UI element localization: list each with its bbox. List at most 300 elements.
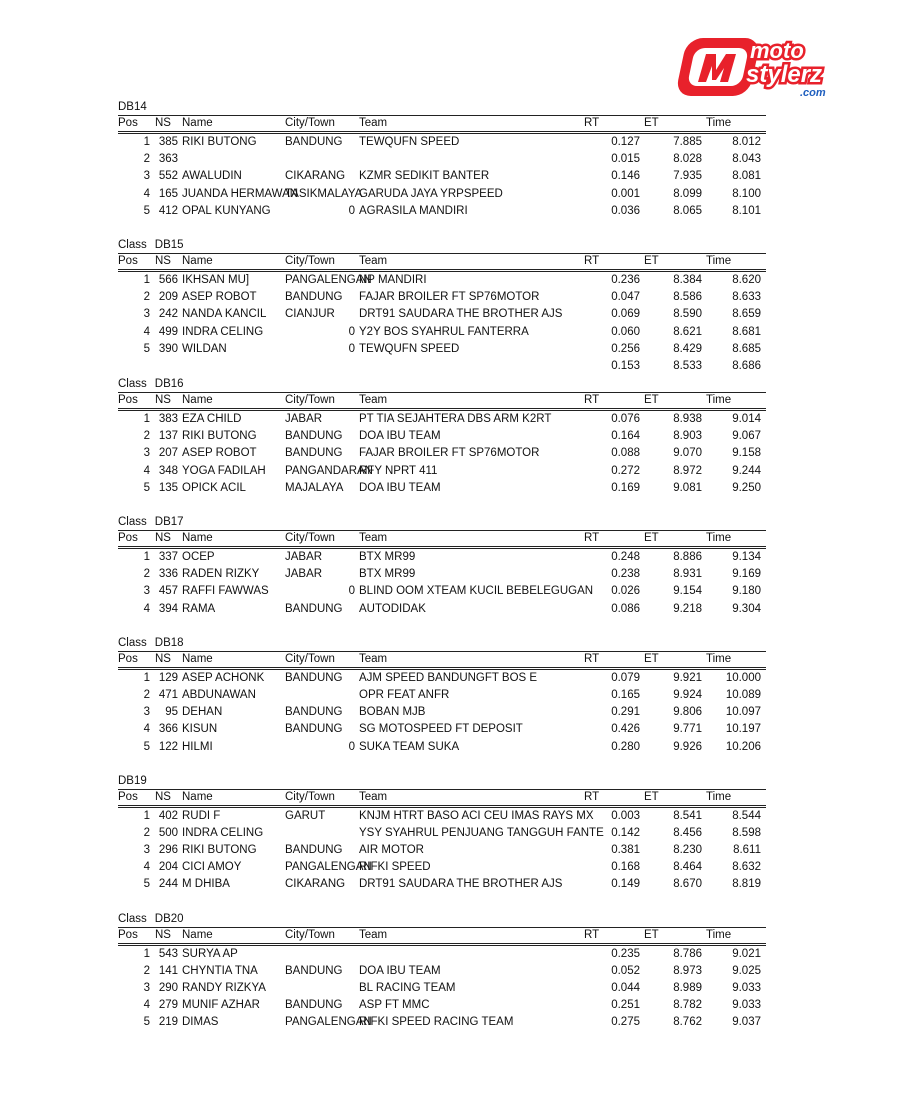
- header-ns: NS: [155, 254, 171, 267]
- cell-ns: 135: [158, 481, 178, 494]
- header-name: Name: [182, 394, 213, 407]
- class-section-db19: [118, 772, 766, 894]
- cell-rt: 0.079: [611, 671, 640, 684]
- cell-name: AWALUDIN: [182, 170, 242, 183]
- cell-city: CIANJUR: [285, 308, 335, 321]
- cell-pos: 3: [143, 706, 150, 719]
- cell-team: BOBAN MJB: [359, 706, 426, 719]
- cell-team: SG MOTOSPEED FT DEPOSIT: [359, 723, 523, 736]
- cell-ns: 141: [158, 964, 178, 977]
- header-et: ET: [644, 117, 659, 129]
- cell-pos: 3: [143, 585, 150, 598]
- header-rt: RT: [584, 652, 600, 665]
- cell-ns: 242: [158, 308, 178, 321]
- header-rt: RT: [584, 254, 600, 267]
- cell-team: KNJM HTRT BASO ACI CEU IMAS RAYS MX: [359, 809, 594, 822]
- cell-time: 8.544: [732, 809, 761, 822]
- cell-city: PANGALENGAN: [285, 1016, 372, 1029]
- cell-et: 8.429: [673, 342, 702, 355]
- cell-time: 8.101: [732, 204, 761, 217]
- cell-time: 9.250: [732, 481, 761, 494]
- cell-team: AIR MOTOR: [359, 844, 424, 857]
- cell-pos: 1: [143, 413, 150, 426]
- table-row: [118, 842, 766, 859]
- class-label: Class: [118, 636, 147, 649]
- table-row: [118, 272, 766, 289]
- cell-city: PANGANDARAN: [285, 464, 373, 477]
- section-spacer: [118, 894, 766, 910]
- cell-rt: 0.168: [611, 861, 640, 874]
- class-name: DB15: [154, 238, 184, 251]
- cell-name: HILMI: [182, 740, 213, 753]
- table-row: [118, 549, 766, 566]
- header-et: ET: [644, 928, 659, 941]
- cell-rt: 0.426: [611, 723, 640, 736]
- cell-pos: 1: [143, 136, 150, 148]
- cell-et: 8.384: [673, 273, 702, 286]
- cell-name: RUDI F: [182, 809, 221, 822]
- cell-team: ASP FT MMC: [359, 999, 430, 1012]
- cell-city: BANDUNG: [285, 136, 343, 148]
- cell-ns: 500: [158, 826, 178, 839]
- cell-time: 9.180: [732, 585, 761, 598]
- cell-name: SURYA AP: [182, 947, 238, 960]
- cell-team: BTX MR99: [359, 568, 416, 581]
- cell-ns: 209: [158, 291, 178, 304]
- cell-time: 9.014: [732, 413, 761, 426]
- cell-pos: 1: [143, 273, 150, 286]
- cell-city: BANDUNG: [285, 291, 343, 304]
- class-name: DB14: [118, 101, 147, 113]
- cell-name: NANDA KANCIL: [182, 308, 267, 321]
- cell-team: RIFKI SPEED RACING TEAM: [359, 1016, 514, 1029]
- cell-ns: 390: [158, 342, 178, 355]
- cell-pos: 3: [143, 844, 150, 857]
- cell-rt: 0.165: [611, 688, 640, 701]
- cell-team: RIFKI SPEED: [359, 861, 431, 874]
- cell-rt: 0.236: [611, 273, 640, 286]
- cell-ns: 402: [158, 809, 178, 822]
- header-name: Name: [182, 928, 213, 941]
- cell-ns: 204: [158, 861, 178, 874]
- motostylerz-logo: [676, 34, 854, 100]
- table-header: [118, 392, 766, 411]
- cell-name: INDRA CELING: [182, 325, 264, 338]
- cell-ns: 296: [158, 844, 178, 857]
- cell-rt: 0.275: [611, 1016, 640, 1029]
- cell-pos: 5: [143, 481, 150, 494]
- cell-team: SUKA TEAM SUKA: [359, 740, 460, 753]
- cell-et: 8.456: [673, 826, 702, 839]
- header-ns: NS: [155, 532, 171, 544]
- cell-name: RANDY RIZKYA: [182, 982, 266, 994]
- cell-team: AGRASILA MANDIRI: [359, 204, 468, 217]
- cell-time: 8.632: [732, 861, 761, 874]
- cell-et: 8.590: [673, 308, 702, 321]
- cell-ns: 471: [158, 688, 178, 701]
- cell-pos: 2: [143, 430, 150, 443]
- cell-time: 9.169: [732, 568, 761, 581]
- cell-pos: 4: [143, 464, 150, 477]
- cell-et: 8.782: [673, 999, 702, 1012]
- cell-et: 9.921: [673, 671, 702, 684]
- cell-team: KZMR SEDIKIT BANTER: [359, 170, 490, 183]
- header-name: Name: [182, 532, 213, 544]
- cell-team: PT TIA SEJAHTERA DBS ARM K2RT: [359, 413, 552, 426]
- header-team: Team: [359, 117, 388, 129]
- class-section-db18: [118, 634, 766, 756]
- cell-et: 9.154: [673, 585, 702, 598]
- cell-time: 8.611: [733, 844, 761, 857]
- cell-time: 9.021: [732, 947, 761, 960]
- class-section-db20: [118, 910, 766, 1032]
- cell-team: AJM SPEED BANDUNGFT BOS E: [359, 671, 538, 684]
- table-header: [118, 115, 766, 134]
- cell-time: 8.686: [732, 359, 761, 372]
- cell-et: 7.935: [673, 170, 702, 183]
- table-row: [118, 203, 766, 220]
- cell-name: CHYNTIA TNA: [182, 964, 258, 977]
- header-et: ET: [644, 394, 659, 407]
- cell-pos: 3: [143, 982, 150, 994]
- cell-city: BANDUNG: [285, 447, 343, 460]
- header-team: Team: [359, 532, 388, 544]
- cell-rt: 0.069: [611, 308, 640, 321]
- cell-rt: 0.251: [611, 999, 640, 1012]
- table-header: [118, 253, 766, 272]
- table-row: [118, 324, 766, 341]
- table-row: [118, 997, 766, 1014]
- table-row: [118, 428, 766, 445]
- class-title: [118, 375, 766, 392]
- cell-city: MAJALAYA: [285, 481, 344, 494]
- cell-name: M DHIBA: [182, 878, 230, 891]
- cell-team: AUTODIDAK: [359, 602, 426, 615]
- table-row: [118, 306, 766, 323]
- cell-et: 8.972: [673, 464, 702, 477]
- cell-time: 8.681: [732, 325, 761, 338]
- svg-text:moto: moto: [750, 38, 804, 63]
- cell-pos: 2: [143, 964, 150, 977]
- cell-rt: 0.146: [611, 170, 640, 183]
- cell-rt: 0.088: [611, 447, 640, 460]
- table-row: [118, 808, 766, 825]
- cell-city: JABAR: [285, 413, 323, 426]
- cell-ns: 95: [165, 706, 178, 719]
- class-title: [118, 98, 766, 115]
- cell-rt: 0.291: [611, 706, 640, 719]
- cell-pos: 3: [143, 447, 150, 460]
- class-name: DB20: [154, 912, 184, 925]
- cell-rt: 0.076: [611, 413, 640, 426]
- cell-team: DOA IBU TEAM: [359, 964, 441, 977]
- cell-rt: 0.142: [611, 826, 640, 839]
- cell-pos: 4: [143, 602, 150, 615]
- header-team: Team: [359, 652, 388, 665]
- cell-rt: 0.086: [611, 602, 640, 615]
- results-document: [118, 98, 766, 1032]
- table-row: [118, 480, 766, 497]
- cell-et: 8.464: [673, 861, 702, 874]
- cell-pos: 2: [143, 826, 150, 839]
- cell-et: 8.886: [673, 551, 702, 563]
- cell-time: 10.197: [725, 723, 761, 736]
- cell-ns: 499: [158, 325, 178, 338]
- cell-pos: 1: [143, 947, 150, 960]
- cell-rt: 0.153: [611, 359, 640, 372]
- header-name: Name: [182, 790, 213, 803]
- header-team: Team: [359, 928, 388, 941]
- cell-name: YOGA FADILAH: [182, 464, 266, 477]
- header-name: Name: [182, 652, 213, 665]
- header-city: City/Town: [285, 790, 335, 803]
- class-title: [118, 513, 766, 530]
- cell-name: OPICK ACIL: [182, 481, 246, 494]
- table-row: [118, 134, 766, 151]
- header-pos: Pos: [118, 394, 138, 407]
- table-row: [118, 859, 766, 876]
- table-row: [118, 358, 766, 375]
- cell-ns: 122: [158, 740, 178, 753]
- cell-name: RAFFI FAWWAS: [182, 585, 269, 598]
- cell-team: FAJAR BROILER FT SP76MOTOR: [359, 447, 540, 460]
- header-time: Time: [706, 790, 732, 803]
- cell-city: 0: [348, 325, 355, 338]
- cell-ns: 129: [158, 671, 178, 684]
- cell-rt: 0.001: [611, 187, 640, 200]
- header-pos: Pos: [118, 117, 138, 129]
- cell-pos: 4: [143, 325, 150, 338]
- cell-et: 9.081: [673, 481, 702, 494]
- cell-pos: 5: [143, 342, 150, 355]
- cell-city: 0: [348, 740, 355, 753]
- header-city: City/Town: [285, 117, 335, 129]
- cell-rt: 0.248: [611, 551, 640, 563]
- header-city: City/Town: [285, 394, 335, 407]
- cell-ns: 244: [158, 878, 178, 891]
- header-team: Team: [359, 254, 388, 267]
- cell-rt: 0.036: [611, 204, 640, 217]
- cell-et: 8.533: [673, 359, 702, 372]
- cell-et: 8.670: [673, 878, 702, 891]
- cell-ns: 336: [158, 568, 178, 581]
- cell-rt: 0.235: [611, 947, 640, 960]
- class-name: DB19: [118, 774, 147, 787]
- cell-et: 8.973: [673, 964, 702, 977]
- header-ns: NS: [155, 117, 171, 129]
- class-name: DB17: [154, 516, 184, 528]
- cell-time: 10.097: [725, 706, 761, 719]
- svg-text:.com: .com: [800, 87, 826, 99]
- cell-name: RAMA: [182, 602, 216, 615]
- cell-pos: 2: [143, 688, 150, 701]
- cell-team: TEWQUFN SPEED: [359, 342, 460, 355]
- cell-et: 8.541: [673, 809, 702, 822]
- class-section-db16: [118, 375, 766, 497]
- section-spacer: [118, 618, 766, 634]
- cell-name: INDRA CELING: [182, 826, 264, 839]
- class-section-db14: [118, 98, 766, 220]
- cell-city: BANDUNG: [285, 844, 343, 857]
- cell-name: RIKI BUTONG: [182, 844, 257, 857]
- class-title: [118, 910, 766, 927]
- header-team: Team: [359, 790, 388, 803]
- class-title: [118, 236, 766, 253]
- cell-city: CIKARANG: [285, 878, 346, 891]
- cell-name: DIMAS: [182, 1016, 219, 1029]
- header-rt: RT: [584, 790, 600, 803]
- header-et: ET: [644, 790, 659, 803]
- cell-city: BANDUNG: [285, 706, 343, 719]
- cell-city: TASIKMALAYA: [285, 187, 363, 200]
- cell-time: 10.000: [725, 671, 761, 684]
- cell-rt: 0.052: [611, 964, 640, 977]
- cell-ns: 412: [158, 204, 178, 217]
- table-row: [118, 963, 766, 980]
- header-pos: Pos: [118, 790, 138, 803]
- header-name: Name: [182, 117, 213, 129]
- cell-name: OCEP: [182, 551, 215, 563]
- cell-rt: 0.127: [611, 136, 640, 148]
- svg-text:stylerz: stylerz: [746, 61, 823, 88]
- cell-team: DOA IBU TEAM: [359, 481, 441, 494]
- cell-ns: 366: [158, 723, 178, 736]
- cell-name: WILDAN: [182, 342, 227, 355]
- cell-rt: 0.256: [611, 342, 640, 355]
- class-section-db15: [118, 236, 766, 375]
- cell-name: ASEP ROBOT: [182, 291, 257, 304]
- header-rt: RT: [584, 928, 600, 941]
- table-row: [118, 186, 766, 203]
- class-label: Class: [118, 516, 147, 528]
- header-ns: NS: [155, 394, 171, 407]
- cell-team: FAJAR BROILER FT SP76MOTOR: [359, 291, 540, 304]
- cell-et: 8.762: [673, 1016, 702, 1029]
- cell-ns: 165: [158, 187, 178, 200]
- cell-pos: 4: [143, 999, 150, 1012]
- table-row: [118, 825, 766, 842]
- cell-rt: 0.149: [611, 878, 640, 891]
- cell-time: 9.158: [732, 447, 761, 460]
- cell-et: 7.885: [673, 136, 702, 148]
- cell-ns: 566: [158, 273, 178, 286]
- table-row: [118, 341, 766, 358]
- table-row: [118, 168, 766, 185]
- cell-time: 8.685: [732, 342, 761, 355]
- header-time: Time: [706, 394, 732, 407]
- cell-city: BANDUNG: [285, 430, 343, 443]
- cell-city: BANDUNG: [285, 602, 343, 615]
- cell-ns: 337: [158, 551, 178, 563]
- cell-et: 8.786: [673, 947, 702, 960]
- cell-team: BTX MR99: [359, 551, 416, 563]
- header-name: Name: [182, 254, 213, 267]
- cell-team: YSY SYAHRUL PENJUANG TANGGUH FANTE: [359, 826, 604, 839]
- cell-pos: 2: [143, 291, 150, 304]
- cell-time: 8.659: [732, 308, 761, 321]
- header-et: ET: [644, 652, 659, 665]
- cell-name: ASEP ROBOT: [182, 447, 257, 460]
- cell-ns: 207: [158, 447, 178, 460]
- cell-name: DEHAN: [182, 706, 223, 719]
- header-rt: RT: [584, 394, 600, 407]
- cell-name: KISUN: [182, 723, 218, 736]
- class-title: [118, 772, 766, 789]
- cell-rt: 0.238: [611, 568, 640, 581]
- cell-city: JABAR: [285, 568, 323, 581]
- cell-time: 8.633: [732, 291, 761, 304]
- table-header: [118, 927, 766, 946]
- table-row: [118, 445, 766, 462]
- cell-ns: 552: [158, 170, 178, 183]
- cell-rt: 0.060: [611, 325, 640, 338]
- cell-pos: 5: [143, 740, 150, 753]
- cell-team: NP MANDIRI: [359, 273, 427, 286]
- cell-rt: 0.026: [611, 585, 640, 598]
- cell-ns: 348: [158, 464, 178, 477]
- cell-time: 8.620: [732, 273, 761, 286]
- cell-time: 10.089: [725, 688, 761, 701]
- class-label: Class: [118, 378, 147, 391]
- cell-team: OPR FEAT ANFR: [359, 688, 450, 701]
- table-row: [118, 566, 766, 583]
- header-pos: Pos: [118, 254, 138, 267]
- cell-city: 0: [348, 342, 355, 355]
- cell-team: Y2Y BOS SYAHRUL FANTERRA: [359, 325, 529, 338]
- table-row: [118, 463, 766, 480]
- cell-pos: 2: [143, 568, 150, 581]
- cell-ns: 457: [158, 585, 178, 598]
- header-team: Team: [359, 394, 388, 407]
- cell-et: 8.028: [673, 153, 702, 166]
- cell-time: 8.012: [732, 136, 761, 148]
- cell-ns: 137: [158, 430, 178, 443]
- cell-time: 9.244: [732, 464, 761, 477]
- header-rt: RT: [584, 117, 600, 129]
- cell-pos: 4: [143, 723, 150, 736]
- header-pos: Pos: [118, 532, 138, 544]
- cell-time: 8.819: [732, 878, 761, 891]
- header-pos: Pos: [118, 928, 138, 941]
- cell-rt: 0.381: [611, 844, 640, 857]
- class-title: [118, 634, 766, 651]
- cell-et: 9.924: [673, 688, 702, 701]
- cell-ns: 219: [158, 1016, 178, 1029]
- cell-time: 9.067: [732, 430, 761, 443]
- cell-pos: 5: [143, 878, 150, 891]
- cell-city: GARUT: [285, 809, 326, 822]
- cell-et: 8.586: [673, 291, 702, 304]
- cell-team: DOA IBU TEAM: [359, 430, 441, 443]
- header-time: Time: [706, 117, 732, 129]
- cell-et: 8.099: [673, 187, 702, 200]
- cell-name: RIKI BUTONG: [182, 136, 257, 148]
- cell-name: CICI AMOY: [182, 861, 242, 874]
- cell-pos: 1: [143, 809, 150, 822]
- cell-city: PANGALENGAN: [285, 861, 372, 874]
- header-time: Time: [706, 532, 732, 544]
- cell-et: 8.903: [673, 430, 702, 443]
- cell-team: TEWQUFN SPEED: [359, 136, 460, 148]
- cell-name: RADEN RIZKY: [182, 568, 260, 581]
- table-row: [118, 289, 766, 306]
- cell-time: 9.037: [732, 1016, 761, 1029]
- cell-et: 9.070: [673, 447, 702, 460]
- cell-et: 8.931: [673, 568, 702, 581]
- cell-rt: 0.164: [611, 430, 640, 443]
- header-rt: RT: [584, 532, 600, 544]
- cell-city: BANDUNG: [285, 999, 343, 1012]
